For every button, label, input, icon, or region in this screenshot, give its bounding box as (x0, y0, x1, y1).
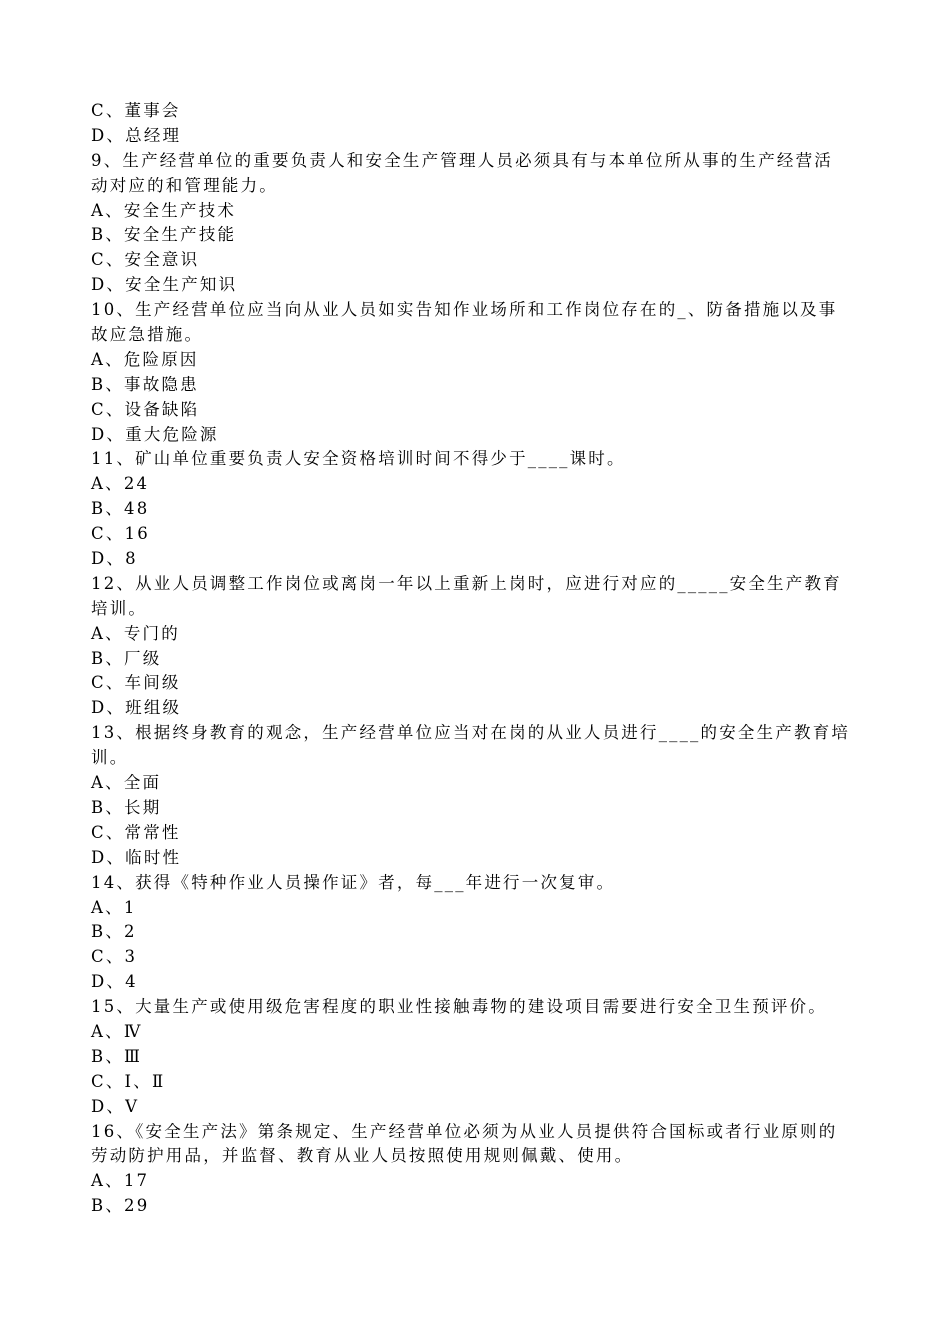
option-line: C、董事会 (91, 101, 181, 120)
option-line: A、Ⅳ (91, 1021, 143, 1041)
option-line: A、24 (91, 474, 150, 494)
question-line: 9、生产经营单位的重要负责人和安全生产管理人员必须具有与本单位所从事的生产经营活 (91, 150, 833, 170)
option-line: D、班组级 (91, 698, 182, 718)
question-line: 故应急措施。 (91, 325, 204, 345)
option-line: A、17 (91, 1171, 150, 1191)
question-line: 劳动防护用品，并监督、教育从业人员按照使用规则佩戴、使用。 (91, 1146, 634, 1166)
question-line: 14、获得《特种作业人员操作证》者，每___年进行一次复审。 (91, 872, 616, 892)
option-line: B、厂级 (91, 648, 162, 668)
option-line: D、重大危险源 (91, 424, 219, 444)
question-line: 培训。 (91, 598, 148, 618)
option-line: D、总经理 (91, 125, 182, 145)
option-line: A、1 (91, 897, 137, 917)
question-line: 13、根据终身教育的观念，生产经营单位应当对在岗的从业人员进行____的安全生产教育培 (91, 723, 851, 743)
document-page (91, 99, 861, 1219)
option-line: A、全面 (91, 773, 162, 793)
option-line: C、Ⅰ、Ⅱ (91, 1071, 166, 1091)
question-line: 动对应的和管理能力。 (91, 175, 278, 195)
option-line: B、事故隐患 (91, 374, 199, 394)
question-line: 训。 (91, 748, 129, 768)
option-line: C、设备缺陷 (91, 399, 200, 419)
option-line: A、危险原因 (91, 349, 199, 369)
option-line: C、车间级 (91, 673, 181, 693)
option-line: C、3 (91, 947, 138, 967)
option-line: B、Ⅲ (91, 1046, 143, 1066)
option-line: D、安全生产知识 (91, 275, 238, 295)
option-line: B、安全生产技能 (91, 225, 237, 245)
option-line: A、安全生产技术 (91, 200, 237, 220)
question-line: 16、《安全生产法》第条规定、生产经营单位必须为从业人员提供符合国标或者行业原则的 (91, 1121, 838, 1141)
question-line: 11、矿山单位重要负责人安全资格培训时间不得少于____课时。 (91, 449, 626, 469)
option-line: D、Ⅴ (91, 1096, 140, 1116)
option-line: B、长期 (91, 797, 162, 817)
option-line: C、安全意识 (91, 250, 200, 270)
option-line: A、专门的 (91, 623, 180, 643)
question-line: 15、大量生产或使用级危害程度的职业性接触毒物的建设项目需要进行安全卫生预评价。 (91, 997, 827, 1017)
option-line: D、临时性 (91, 847, 182, 867)
option-line: B、29 (91, 1196, 150, 1216)
option-line: C、常常性 (91, 822, 181, 842)
option-line: B、2 (91, 922, 137, 942)
option-line: B、48 (91, 499, 150, 519)
option-line: C、16 (91, 524, 150, 544)
option-line: D、4 (91, 972, 138, 992)
question-line: 10、生产经营单位应当向从业人员如实告知作业场所和工作岗位存在的_、防备措施以及事 (91, 300, 838, 320)
question-line: 12、从业人员调整工作岗位或离岗一年以上重新上岗时，应进行对应的_____安全生产教育 (91, 573, 842, 593)
option-line: D、8 (91, 549, 138, 569)
